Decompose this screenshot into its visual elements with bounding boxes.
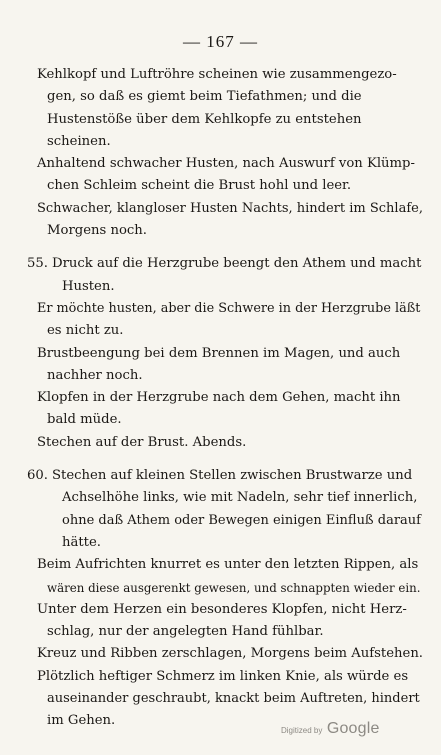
text-line bbox=[27, 198, 423, 220]
text-line bbox=[27, 64, 423, 86]
text-line bbox=[27, 510, 423, 532]
text-line bbox=[27, 253, 423, 275]
entry-paragraph bbox=[27, 343, 423, 388]
entry-paragraph bbox=[27, 198, 423, 243]
line-text: Plötzlich heftiger Schmerz im linken Knie, als würde es bbox=[37, 668, 409, 684]
entry-paragraph bbox=[27, 387, 423, 432]
line-text: Schwacher, klangloser Husten Nachts, hindert im Schlafe, bbox=[37, 200, 423, 216]
line-text: ohne daß Athem oder Bewegen einigen Einfluß darauf bbox=[62, 512, 421, 528]
page-body bbox=[27, 64, 423, 733]
entry-paragraph bbox=[27, 253, 423, 298]
line-text: gen, so daß es giemt beim Tiefathmen; und die bbox=[47, 89, 362, 105]
text-line bbox=[27, 220, 423, 242]
line-text: Anhaltend schwacher Husten, nach Auswurf von Klümp- bbox=[37, 156, 415, 172]
line-text: Brustbeengung bei dem Brennen im Magen, und auch bbox=[37, 345, 401, 361]
line-text: scheinen. bbox=[47, 133, 111, 149]
line-text: nachher noch. bbox=[47, 367, 143, 383]
line-text: chen Schleim scheint die Brust hohl und leer. bbox=[47, 178, 352, 194]
watermark-prefix: Digitized by bbox=[281, 726, 323, 735]
line-text: Stechen auf der Brust. Abends. bbox=[37, 434, 247, 450]
line-text: wären diese ausgerenkt gewesen, und schnappten wieder ein. bbox=[47, 580, 421, 595]
line-text: Morgens noch. bbox=[47, 223, 147, 239]
text-line bbox=[27, 554, 423, 576]
line-text: schlag, nur der angelegten Hand fühlbar. bbox=[47, 624, 324, 640]
line-text: Husten. bbox=[62, 278, 115, 294]
text-line bbox=[27, 131, 423, 153]
text-line bbox=[27, 666, 423, 688]
line-text: Er möchte husten, aber die Schwere in der Herzgrube läßt bbox=[37, 300, 421, 316]
text-line bbox=[27, 487, 423, 509]
text-line bbox=[27, 276, 423, 298]
line-text: bald müde. bbox=[47, 412, 122, 428]
text-line bbox=[27, 409, 423, 431]
line-text: hätte. bbox=[62, 534, 101, 550]
entry-number: 60. bbox=[27, 468, 48, 484]
line-text: es nicht zu. bbox=[47, 323, 124, 339]
text-line bbox=[27, 532, 423, 554]
line-text: Klopfen in der Herzgrube nach dem Gehen, macht ihn bbox=[37, 390, 401, 406]
entry-paragraph bbox=[27, 554, 423, 599]
entry-paragraph bbox=[27, 298, 423, 343]
entry-paragraph bbox=[27, 643, 423, 665]
line-text: Kreuz und Ribben zerschlagen, Morgens beim Aufstehen. bbox=[37, 646, 423, 662]
entry-number: 55. bbox=[27, 256, 48, 272]
entry-paragraph bbox=[27, 599, 423, 644]
line-text: Unter dem Herzen ein besonderes Klopfen, nicht Herz- bbox=[37, 601, 407, 617]
text-line bbox=[27, 343, 423, 365]
text-line bbox=[27, 109, 423, 131]
line-text: Achselhöhe links, wie mit Nadeln, sehr tief innerlich, bbox=[62, 490, 418, 506]
text-line bbox=[27, 320, 423, 342]
text-line bbox=[27, 175, 423, 197]
line-text: Druck auf die Herzgrube beengt den Athem und macht bbox=[52, 256, 422, 272]
entry-paragraph bbox=[27, 432, 423, 454]
text-line bbox=[27, 387, 423, 409]
line-text: Kehlkopf und Luftröhre scheinen wie zusammengezo- bbox=[37, 67, 397, 82]
entry-paragraph bbox=[27, 64, 423, 153]
entry-paragraph bbox=[27, 153, 423, 198]
watermark-brand: Google bbox=[326, 720, 380, 737]
text-line bbox=[27, 365, 423, 387]
line-text: Stechen auf kleinen Stellen zwischen Brustwarze und bbox=[52, 468, 413, 484]
text-line bbox=[27, 577, 423, 599]
entry-paragraph bbox=[27, 465, 423, 554]
text-line bbox=[27, 621, 423, 643]
line-text: auseinander geschraubt, knackt beim Auftreten, hindert bbox=[47, 691, 420, 707]
text-line bbox=[27, 298, 423, 320]
text-line bbox=[27, 643, 423, 665]
text-line bbox=[27, 86, 423, 108]
digitization-watermark bbox=[281, 720, 380, 738]
line-text: im Gehen. bbox=[47, 713, 116, 729]
text-line bbox=[27, 688, 423, 710]
text-line bbox=[27, 432, 423, 454]
text-line bbox=[27, 465, 423, 487]
line-text: Hustenstöße über dem Kehlkopfe zu entstehen bbox=[47, 111, 362, 127]
text-line bbox=[27, 153, 423, 175]
page-number: — 167 — bbox=[183, 32, 258, 51]
text-line bbox=[27, 599, 423, 621]
line-text: Beim Aufrichten knurret es unter den letzten Rippen, als bbox=[37, 557, 419, 573]
